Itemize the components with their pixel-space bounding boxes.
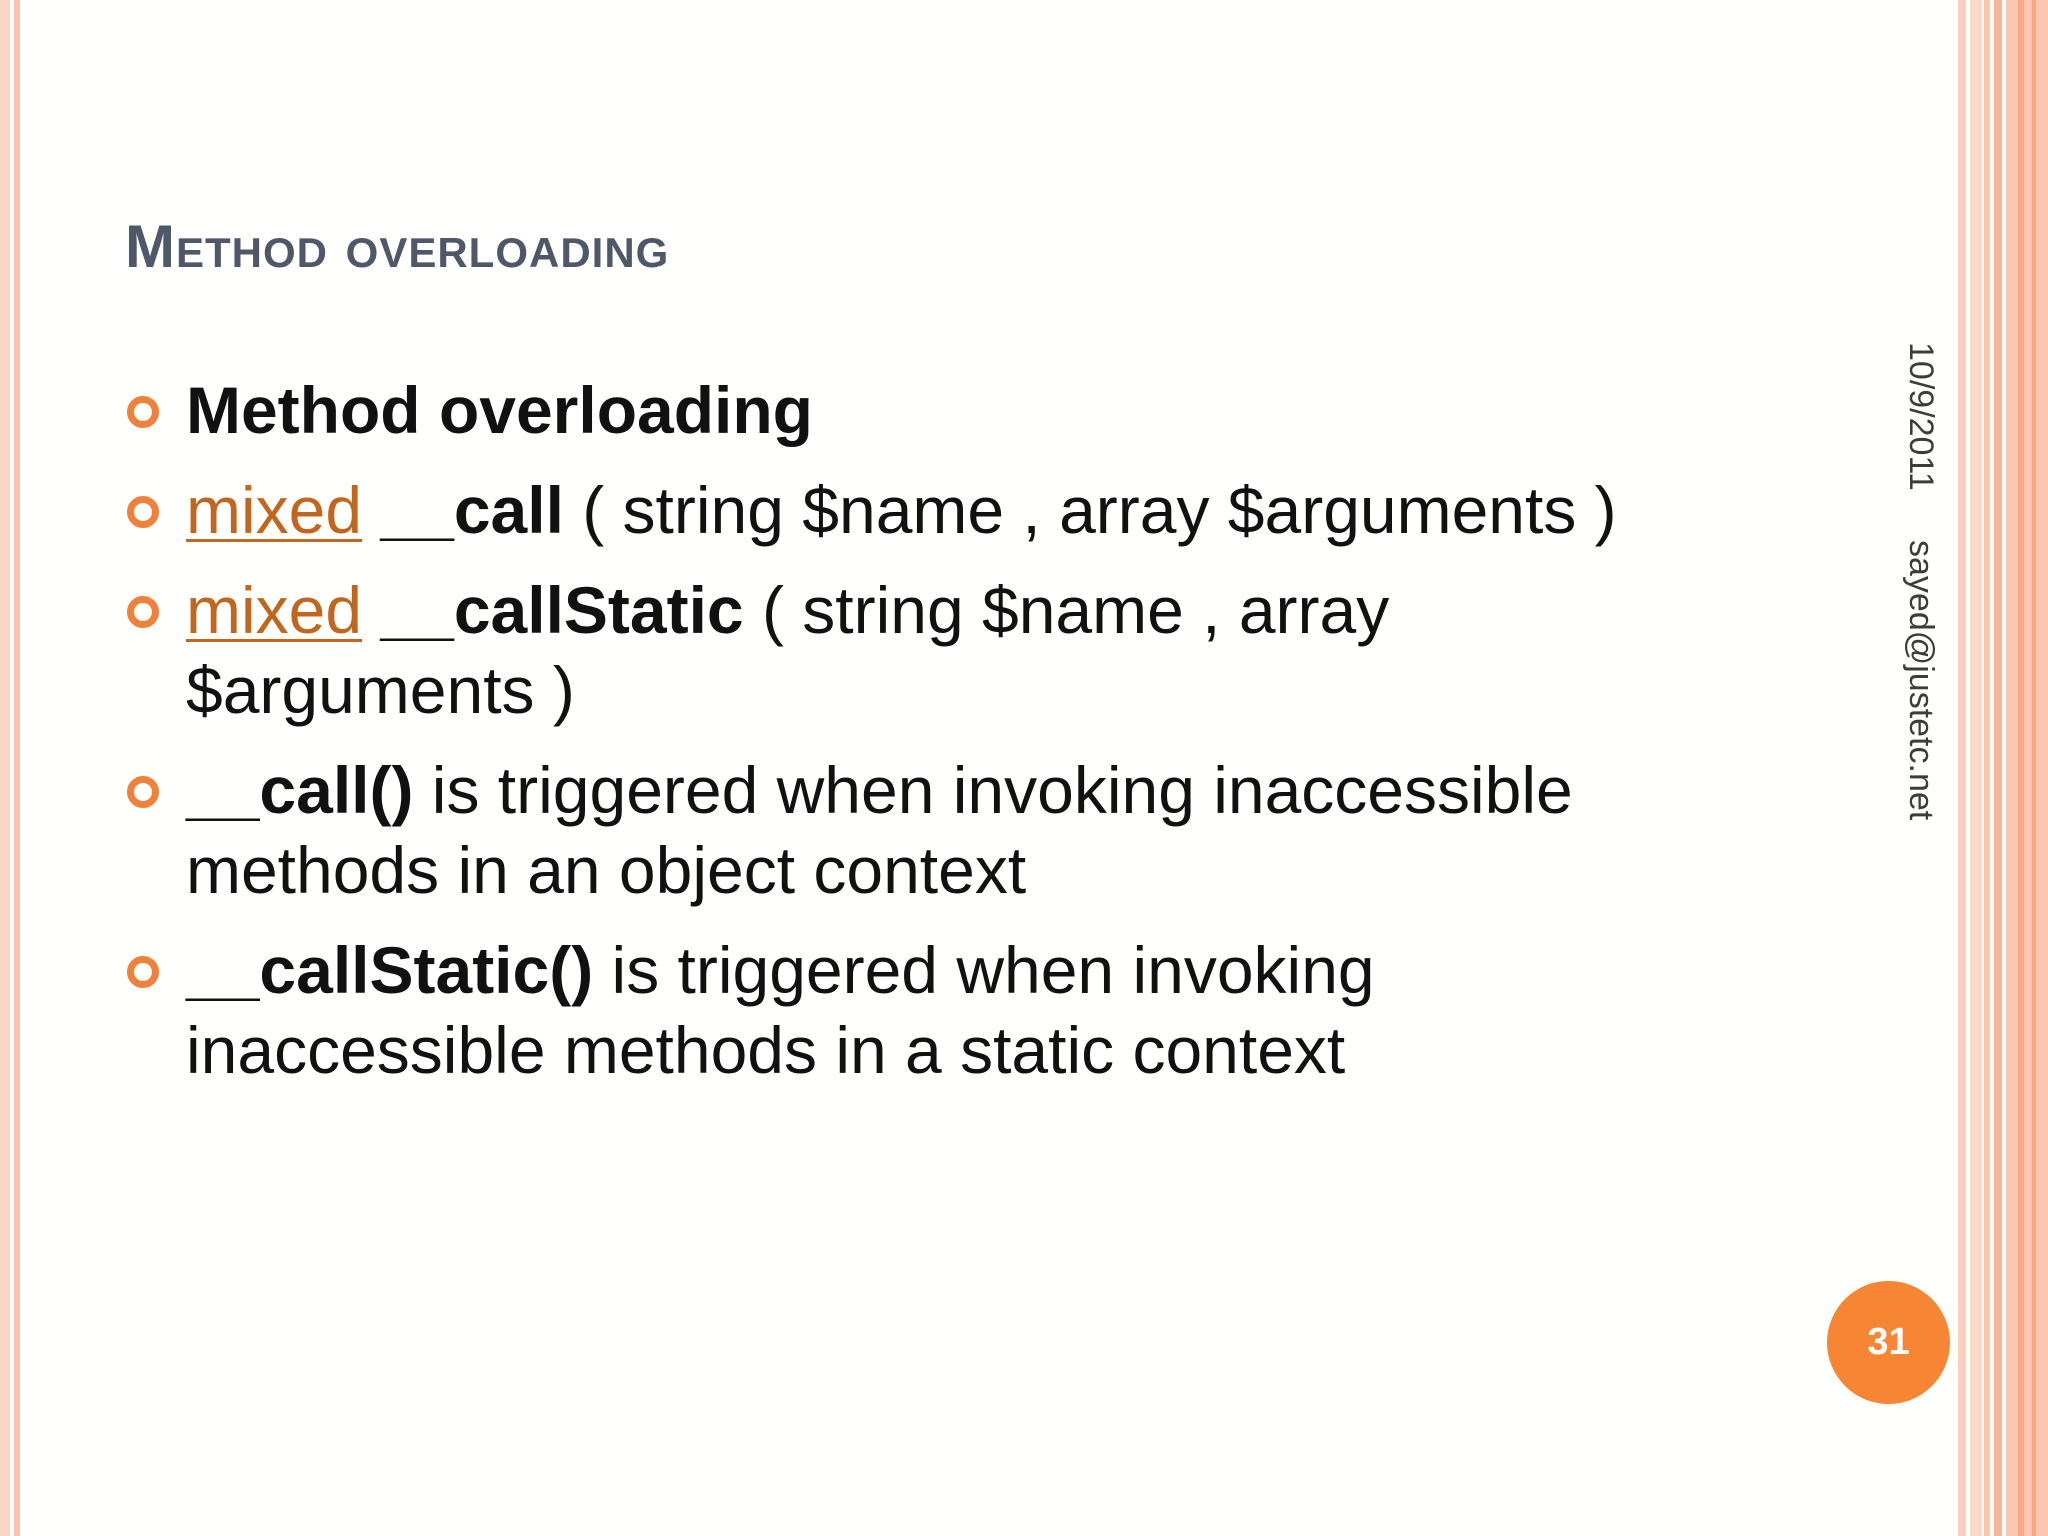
bullet-item	[120, 370, 1680, 450]
right-border-stripe	[1994, 0, 2002, 1536]
method-signature: ( string $name , array $arguments )	[563, 473, 1617, 547]
method-name: __call	[380, 473, 564, 547]
right-border-stripe	[1970, 0, 1982, 1536]
slide-title: Method overloading	[125, 213, 670, 280]
right-border-stripe	[2006, 0, 2048, 1536]
hollow-circle-bullet-icon	[127, 776, 159, 808]
right-border-stripe	[2018, 0, 2024, 1536]
page-number: 31	[1867, 1321, 1910, 1363]
mixed-type-link[interactable]: mixed	[186, 473, 363, 547]
hollow-circle-bullet-icon	[127, 956, 159, 988]
mixed-type-link[interactable]: mixed	[186, 573, 363, 647]
bullet-text: is triggered when invoking inaccessible methods in an object context	[186, 753, 1573, 907]
hollow-circle-bullet-icon	[127, 496, 159, 528]
method-signature: ( string $name , array $arguments )	[186, 573, 1390, 727]
bullet-item	[120, 930, 1680, 1090]
bullet-heading: Method overloading	[186, 373, 813, 447]
bullet-text: is triggered when invoking inaccessible methods in a static context	[186, 933, 1375, 1087]
hollow-circle-bullet-icon	[127, 396, 159, 428]
slide-date: 10/9/2011	[1902, 342, 1940, 491]
hollow-circle-bullet-icon	[127, 596, 159, 628]
left-border-stripe	[14, 0, 20, 1536]
method-name: __callStatic()	[186, 933, 594, 1007]
bullet-item	[120, 570, 1680, 730]
right-border-stripe	[1958, 0, 1966, 1536]
bullet-item	[120, 470, 1680, 550]
right-border-stripe	[2032, 0, 2036, 1536]
author-email: sayed@justetc.net	[1902, 540, 1940, 821]
right-border-stripe	[1984, 0, 1990, 1536]
left-border-stripe	[0, 0, 10, 1536]
method-name: __call()	[186, 753, 414, 827]
bullet-item	[120, 750, 1680, 910]
bullet-list	[120, 370, 1680, 1110]
page-number-badge	[1827, 1281, 1950, 1404]
method-name: __callStatic	[380, 573, 744, 647]
